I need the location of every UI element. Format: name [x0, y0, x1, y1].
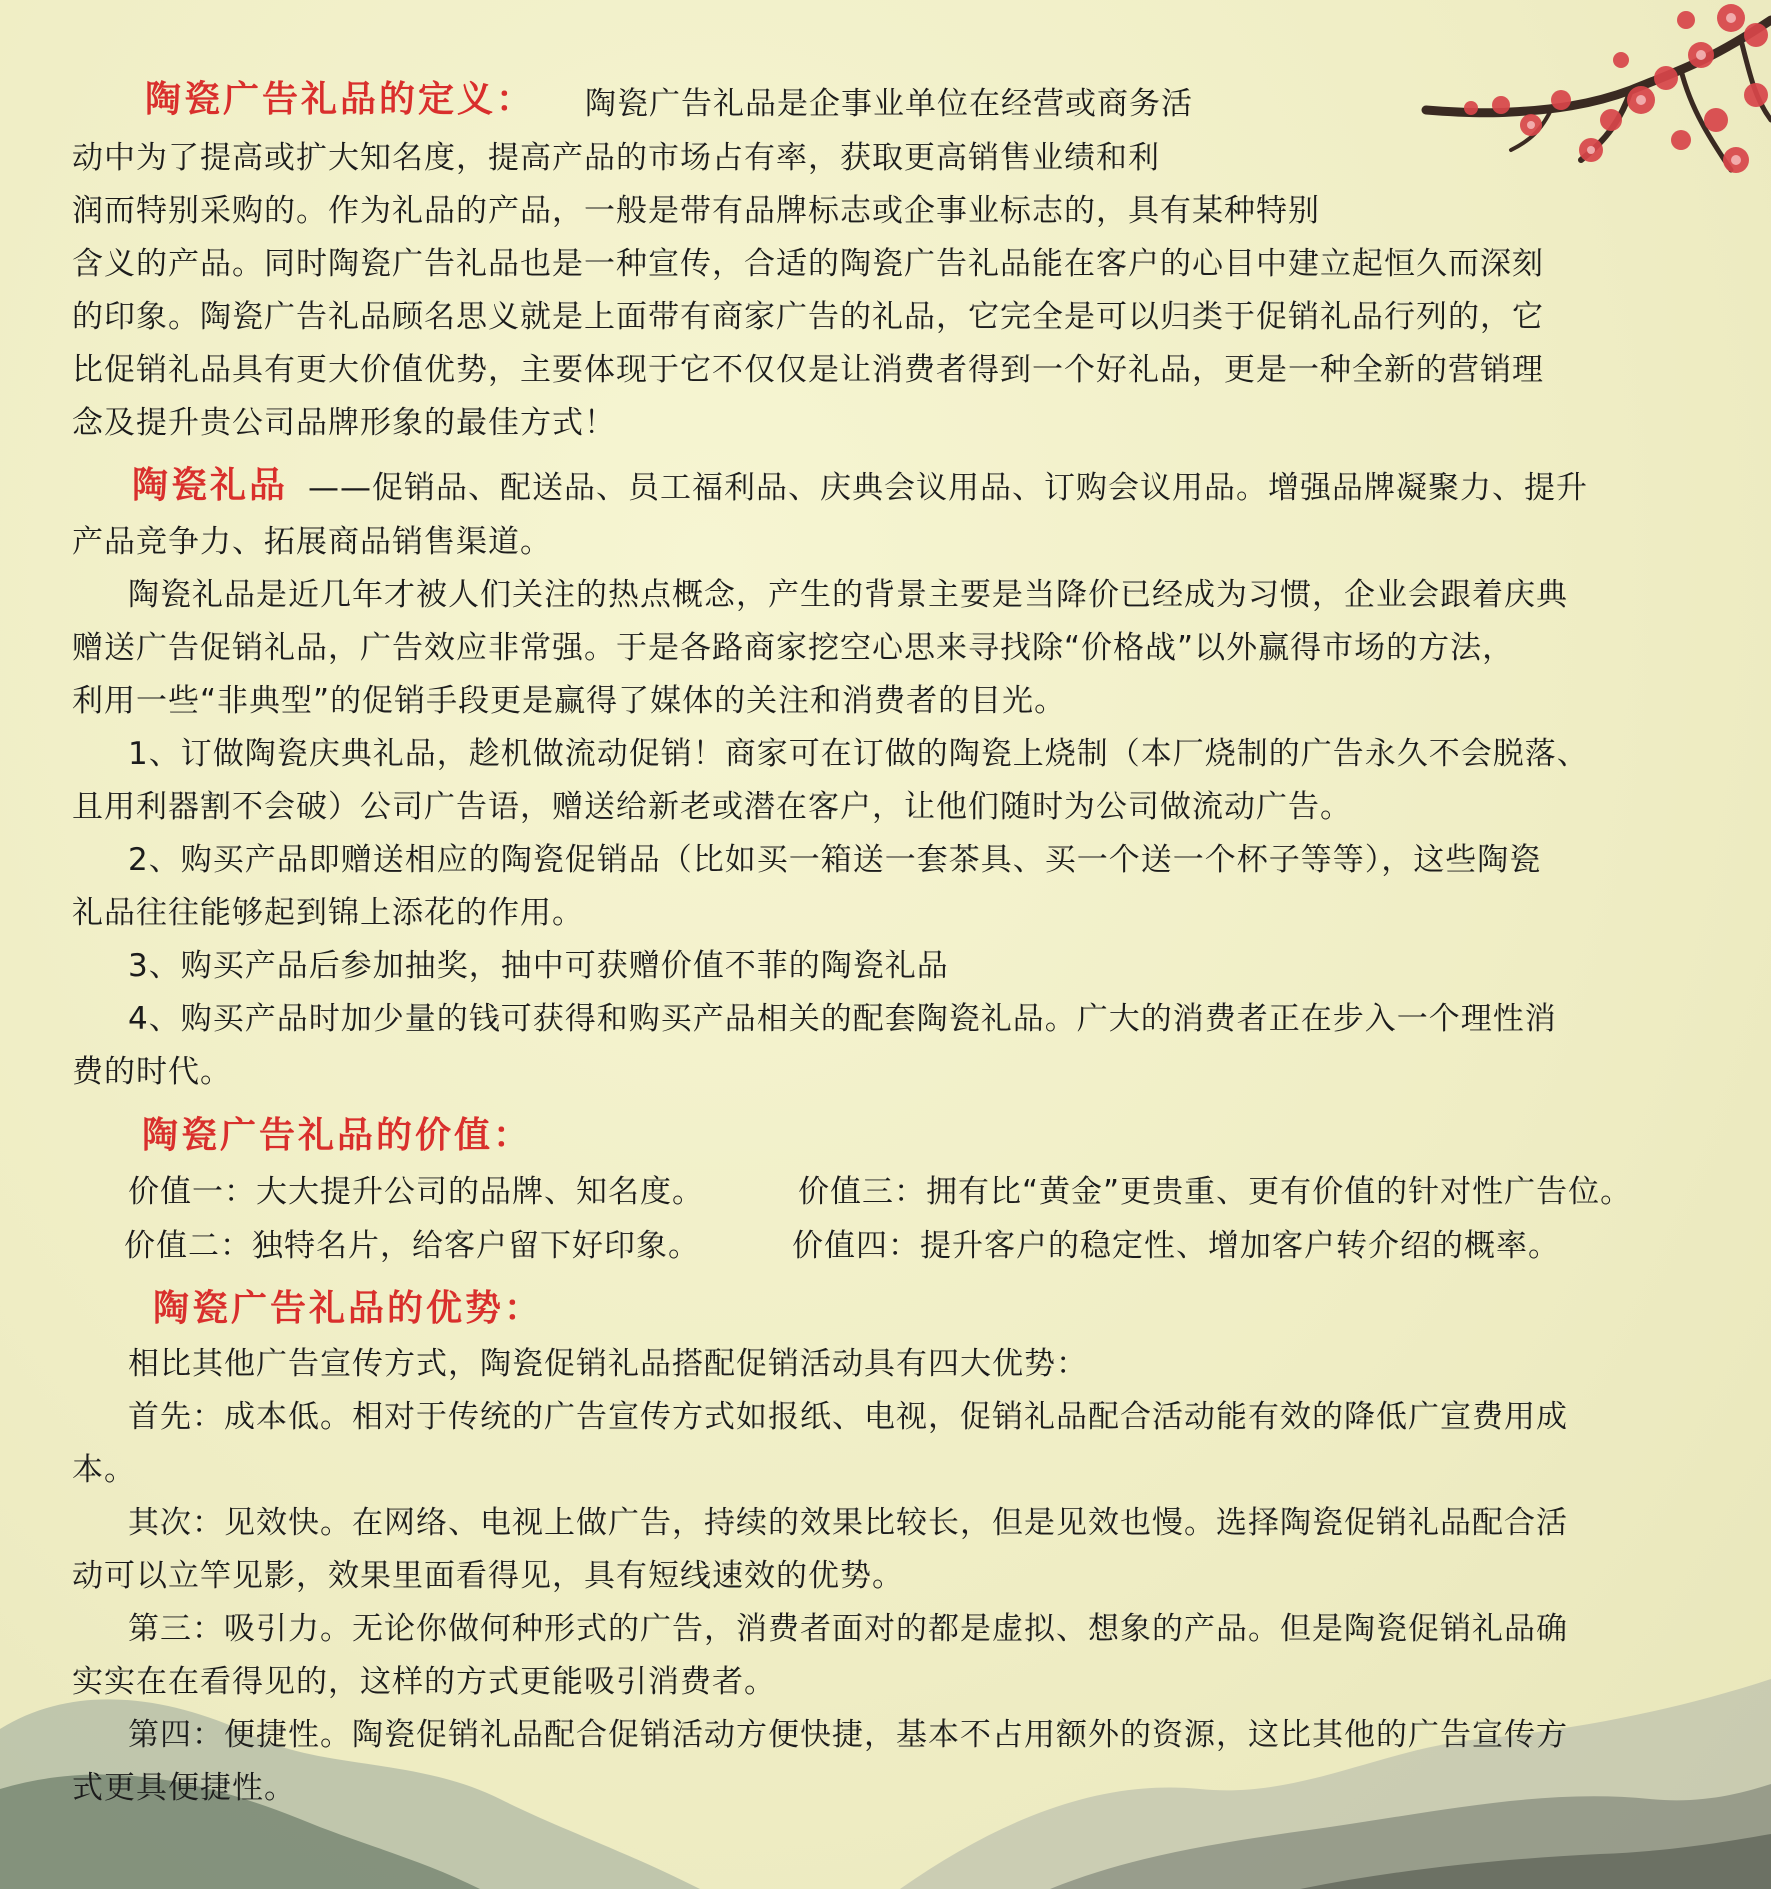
definition-line-4: 含义的产品。同时陶瓷广告礼品也是一种宣传，合适的陶瓷广告礼品能在客户的心目中建立起恒久而深刻 [72, 246, 1544, 282]
definition-line-7: 念及提升贵公司品牌形象的最佳方式！ [72, 405, 616, 441]
value-3: 价值三：拥有比“黄金”更贵重、更有价值的针对性广告位。 [798, 1174, 1633, 1210]
item-4-line-1: 4、购买产品时加少量的钱可获得和购买产品相关的配套陶瓷礼品。广大的消费者正在步入一个理性消 [128, 1001, 1557, 1037]
value-4: 价值四：提升客户的稳定性、增加客户转介绍的概率。 [792, 1228, 1560, 1264]
value-2: 价值二：独特名片，给客户留下好印象。 [124, 1228, 700, 1264]
definition-line-1: 陶瓷广告礼品是企事业单位在经营或商务活 [585, 86, 1193, 122]
item-2-line-2: 礼品往往能够起到锦上添花的作用。 [72, 895, 584, 931]
item-3-line-1: 3、购买产品后参加抽奖，抽中可获赠价值不菲的陶瓷礼品 [128, 948, 949, 984]
background-line-2: 赠送广告促销礼品，广告效应非常强。于是各路商家挖空心思来寻找除“价格战”以外赢得市场的方法， [72, 630, 1515, 666]
definition-line-2: 动中为了提高或扩大知名度，提高产品的市场占有率，获取更高销售业绩和利 [72, 140, 1160, 176]
item-2-line-1: 2、购买产品即赠送相应的陶瓷促销品（比如买一箱送一套茶具、买一个送一个杯子等等），这些陶瓷 [128, 842, 1542, 878]
item-1-line-2: 且用利器割不会破）公司广告语，赠送给新老或潜在客户，让他们随时为公司做流动广告。 [72, 789, 1352, 825]
gifts-heading: 陶瓷礼品 [132, 465, 289, 506]
advantage-intro: 相比其他广告宣传方式，陶瓷促销礼品搭配促销活动具有四大优势： [128, 1346, 1088, 1382]
item-4-line-2: 费的时代。 [72, 1054, 232, 1090]
advantage-2-line-1: 其次：见效快。在网络、电视上做广告，持续的效果比较长，但是见效也慢。选择陶瓷促销礼品配合活 [128, 1505, 1568, 1541]
gifts-line-1: ——促销品、配送品、员工福利品、庆典会议用品、订购会议用品。增强品牌凝聚力、提升 [308, 470, 1588, 506]
value-heading: 陶瓷广告礼品的价值： [142, 1115, 533, 1156]
value-1: 价值一：大大提升公司的品牌、知名度。 [128, 1174, 704, 1210]
background-line-3: 利用一些“非典型”的促销手段更是赢得了媒体的关注和消费者的目光。 [72, 683, 1067, 719]
advantage-heading: 陶瓷广告礼品的优势： [153, 1288, 544, 1329]
definition-line-6: 比促销礼品具有更大价值优势，主要体现于它不仅仅是让消费者得到一个好礼品，更是一种全新的营销理 [72, 352, 1544, 388]
background-line-1: 陶瓷礼品是近几年才被人们关注的热点概念，产生的背景主要是当降价已经成为习惯，企业会跟着庆典 [128, 577, 1568, 613]
advantage-3-line-1: 第三：吸引力。无论你做何种形式的广告，消费者面对的都是虚拟、想象的产品。但是陶瓷促销礼品确 [128, 1611, 1568, 1647]
item-1-line-1: 1、订做陶瓷庆典礼品，趁机做流动促销！商家可在订做的陶瓷上烧制（本厂烧制的广告永久不会脱落、 [128, 736, 1589, 772]
definition-line-3: 润而特别采购的。作为礼品的产品，一般是带有品牌标志或企事业标志的，具有某种特别 [72, 193, 1320, 229]
definition-line-5: 的印象。陶瓷广告礼品顾名思义就是上面带有商家广告的礼品，它完全是可以归类于促销礼品行列的，它 [72, 299, 1544, 335]
advantage-1-line-2: 本。 [72, 1452, 136, 1488]
advantage-4-line-1: 第四：便捷性。陶瓷促销礼品配合促销活动方便快捷，基本不占用额外的资源，这比其他的广告宣传方 [128, 1717, 1568, 1753]
gifts-line-2: 产品竞争力、拓展商品销售渠道。 [72, 524, 552, 560]
advantage-2-line-2: 动可以立竿见影，效果里面看得见，具有短线速效的优势。 [72, 1558, 904, 1594]
definition-heading: 陶瓷广告礼品的定义： [145, 79, 536, 120]
advantage-3-line-2: 实实在在看得见的，这样的方式更能吸引消费者。 [72, 1664, 776, 1700]
advantage-1-line-1: 首先：成本低。相对于传统的广告宣传方式如报纸、电视，促销礼品配合活动能有效的降低广宣费用成 [128, 1399, 1568, 1435]
advantage-4-line-2: 式更具便捷性。 [72, 1770, 296, 1806]
